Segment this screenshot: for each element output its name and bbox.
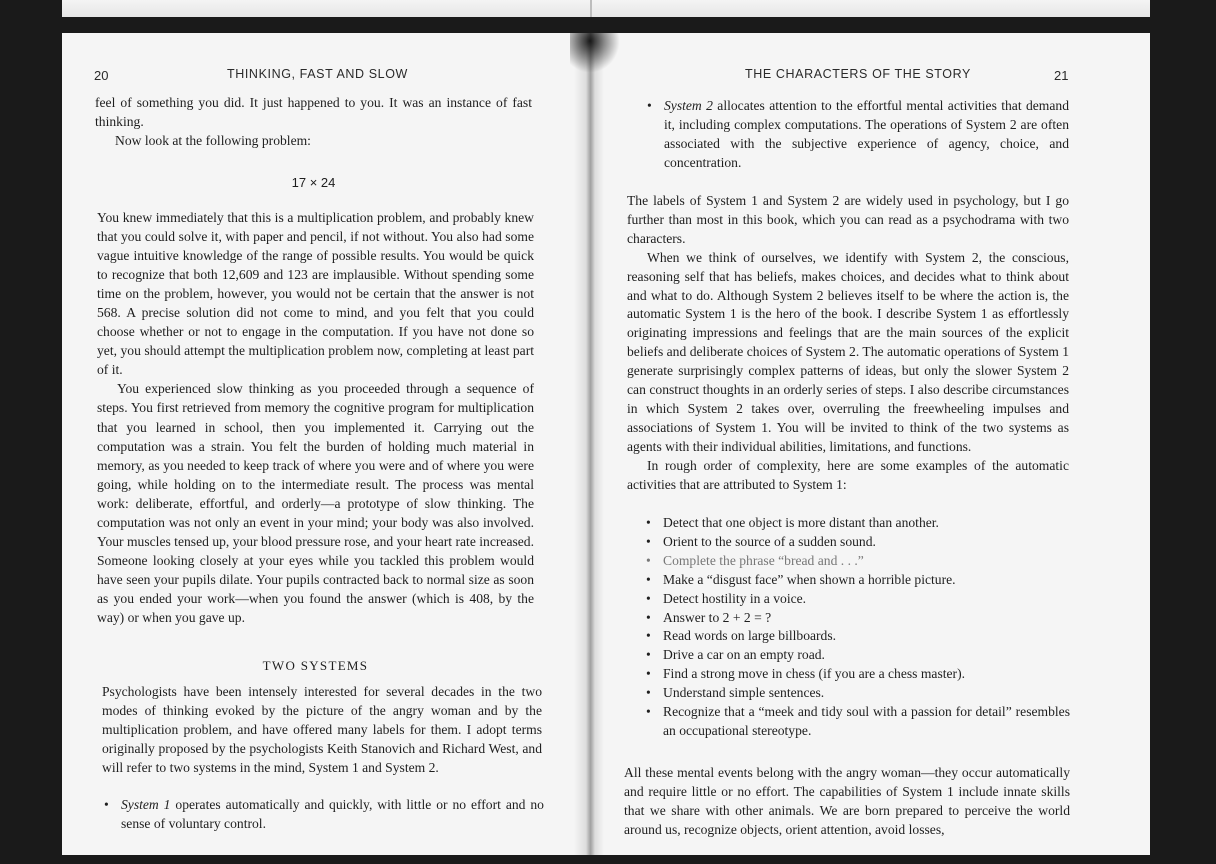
running-head: THE CHARACTERS OF THE STORY <box>745 67 971 81</box>
paragraph: Psychologists have been intensely interested for several decades in the two modes of thinking evoked by the picture of the angry woman and by the multiplication problem, and have offered many labels for them. I adopt terms originally proposed by the psychologists Keith Stanovich and Richard West, and will refer to two systems in the mind, System 1 and System 2. <box>102 684 542 775</box>
example-item: • Read words on large billboards. <box>644 627 1070 646</box>
running-head: THINKING, FAST AND SLOW <box>227 67 408 81</box>
text-block-top <box>95 94 532 151</box>
paragraph: Now look at the following problem: <box>115 132 311 148</box>
right-page <box>602 33 1150 855</box>
text-block-systems <box>102 683 542 778</box>
example-item: • Recognize that a “meek and tidy soul with a passion for detail” resembles an occupational stereotype. <box>644 703 1070 741</box>
bullet-term: System 2 <box>664 98 713 113</box>
paragraph: You experienced slow thinking as you proceeded through a sequence of steps. You first retrieved from memory the cognitive program for multiplication that you learned in school, then you implemented it. Carrying out the computation was a strain. You felt the burden of holding much material in memory, as you needed to keep track of where you were and of where you were going, while holding on to the intermediate result. The process was mental work: deliberate, effortful, and orderly—a prototype of slow thinking. The computation was not only an event in your mind; your body was also involved. Your muscles tensed up, your blood pressure rose, and your heart rate increased. Someone looking closely at your eyes while you tackled this problem would have seen your pupils dilate. Your pupils contracted back to normal size as soon as you ended your work—when you found the answer (which is 408, by the way) or when you gave up. <box>97 381 534 625</box>
bullet-text: operates automatically and quickly, with little or no effort and no sense of voluntary control. <box>121 797 544 831</box>
bullet-text: allocates attention to the effortful mental activities that demand it, including complex computations. The operations of System 2 are often associated with the subjective experience of agency, choice, and concentration. <box>664 98 1070 170</box>
system2-bullet <box>645 97 1069 173</box>
text-block-main <box>97 208 534 627</box>
problem-expression: 17 × 24 <box>291 175 336 190</box>
page-number: 20 <box>94 68 109 83</box>
paragraph: When we think of ourselves, we identify with System 2, the conscious, reasoning self that has beliefs, makes choices, and decides what to think about and what to do. Although System 2 believes itself to be where the action is, the automatic System 1 is the hero of the book. I describe System 1 as effortlessly originating impressions and feelings that are the main sources of the explicit beliefs and deliberate choices of System 2. The automatic operations of System 1 generate surprisingly complex patterns of ideas, but only the slower System 2 can construct thoughts in an orderly series of steps. I also describe circumstances in which System 2 takes over, overruling the freewheeling impulses and associations of System 1. You will be invited to think of the two systems as agents with their individual abilities, limitations, and functions. <box>627 249 1069 454</box>
example-item: • Find a strong move in chess (if you are a chess master). <box>644 665 1070 684</box>
example-item: • Detect hostility in a voice. <box>644 590 1070 609</box>
page-gutter <box>574 33 604 855</box>
bullet-term: System 1 <box>121 797 171 812</box>
paragraph: In rough order of complexity, here are some examples of the automatic activities that are attributed to System 1: <box>627 457 1069 492</box>
example-item: • Detect that one object is more distant than another. <box>644 514 1070 533</box>
system1-bullet <box>102 796 544 834</box>
example-item: • Orient to the source of a sudden sound. <box>644 533 1070 552</box>
paragraph: The labels of System 1 and System 2 are widely used in psychology, but I go further than most in this book, which you can read as a psychodrama with two characters. <box>627 193 1069 246</box>
paragraph: feel of something you did. It just happened to you. It was an instance of fast thinking. <box>95 95 532 129</box>
example-item: • Understand simple sentences. <box>644 684 1070 703</box>
paragraph: All these mental events belong with the angry woman—they occur automatically and require little or no effort. The capabilities of System 1 include innate skills that we share with other animals. We are born prepared to perceive the world around us, recognize objects, orient attention, avoid losses, <box>624 765 1070 837</box>
previous-page-strip <box>62 0 1150 17</box>
list-item <box>645 97 1069 173</box>
example-item: • Complete the phrase “bread and . . .” <box>644 552 1070 571</box>
examples-list <box>644 514 1070 741</box>
page-number: 21 <box>1054 68 1069 83</box>
list-item <box>102 796 544 834</box>
section-heading: TWO SYSTEMS <box>262 658 369 673</box>
paragraph: You knew immediately that this is a multiplication problem, and probably knew that you could solve it, with paper and pencil, if not without. You also had some vague intuitive knowledge of the range of possible results. You would be quick to recognize that both 12,609 and 123 are implausible. Without spending some time on the problem, however, you would not be certain that the answer is not 568. A precise solution did not come to mind, and you felt that you could choose whether or not to engage in the computation. If you have not done so yet, you should attempt the multiplication problem now, completing at least part of it. <box>97 210 534 378</box>
example-item: • Answer to 2 + 2 = ? <box>644 609 1070 628</box>
left-page <box>62 33 574 855</box>
example-item: • Drive a car on an empty road. <box>644 646 1070 665</box>
book-spread <box>62 33 1150 855</box>
example-item: • Make a “disgust face” when shown a horrible picture. <box>644 571 1070 590</box>
text-block-bottom <box>624 764 1070 840</box>
text-block-characters <box>627 192 1069 495</box>
